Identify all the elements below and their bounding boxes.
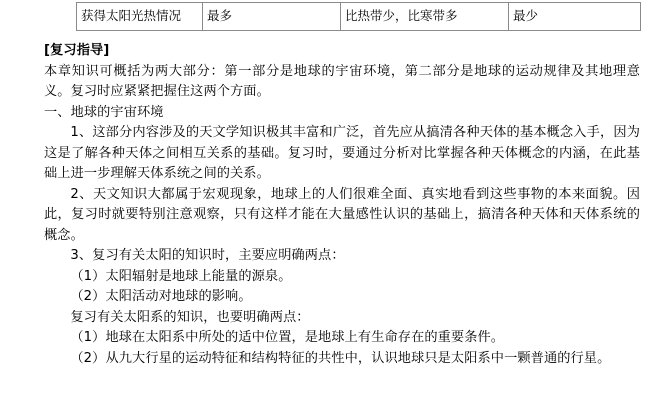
table-cell-value-2: 比热带少，比寒带多: [341, 3, 509, 31]
comparison-table: [76, 2, 641, 31]
paragraph-solar-system-intro: 复习有关太阳系的知识，也要明确两点：: [70, 309, 310, 325]
table-cell-label: 获得太阳光热情况: [77, 3, 203, 31]
section-heading: [复习指导]: [44, 43, 110, 58]
paragraph-solar-system-point-2: （2）从九大行星的运动特征和结构特征的共性中，认识地球只是太阳系中一颗普通的行星。: [70, 350, 611, 366]
document-body: [0, 41, 666, 369]
table-cell-value-3: 最少: [509, 3, 641, 31]
paragraph-overview: 本章知识可概括为两大部分：第一部分是地球的宇宙环境，第二部分是地球的运动规律及其地理意义。复习时应紧紧把握住这两个方面。: [44, 63, 640, 99]
paragraph-part-one-title: 一、地球的宇宙环境: [44, 104, 164, 120]
paragraph-item-1: 1、这部分内容涉及的天文学知识极其丰富和广泛，首先应从搞清各种天体的基本概念入手，因为这是了解各种天体之间相互关系的基础。复习时，要通过分析对比掌握各种天体概念的内涵，在此基础上进一步理解天体系统之间的关系。: [44, 125, 640, 181]
table-row: [77, 3, 641, 31]
document-page: [0, 2, 666, 414]
paragraph-item-3: 3、复习有关太阳的知识时，主要应明确两点：: [70, 248, 345, 263]
table-cell-value-1: 最多: [203, 3, 341, 31]
comparison-table-wrapper: [76, 2, 608, 31]
paragraph-item-3-sub-1: （1）太阳辐射是地球上能量的源泉。: [70, 268, 292, 284]
paragraph-item-2: 2、天文知识大都属于宏观现象，地球上的人们很难全面、真实地看到这些事物的本来面貌。因此，复习时就要特别注意观察，只有这样才能在大量感性认识的基础上，搞清各种天体和天体系统的概念。: [44, 186, 640, 243]
paragraph-solar-system-point-1: （1）地球在太阳系中所处的适中位置，是地球上有生命存在的重要条件。: [70, 330, 505, 345]
paragraph-item-3-sub-2: （2）太阳活动对地球的影响。: [70, 289, 252, 304]
